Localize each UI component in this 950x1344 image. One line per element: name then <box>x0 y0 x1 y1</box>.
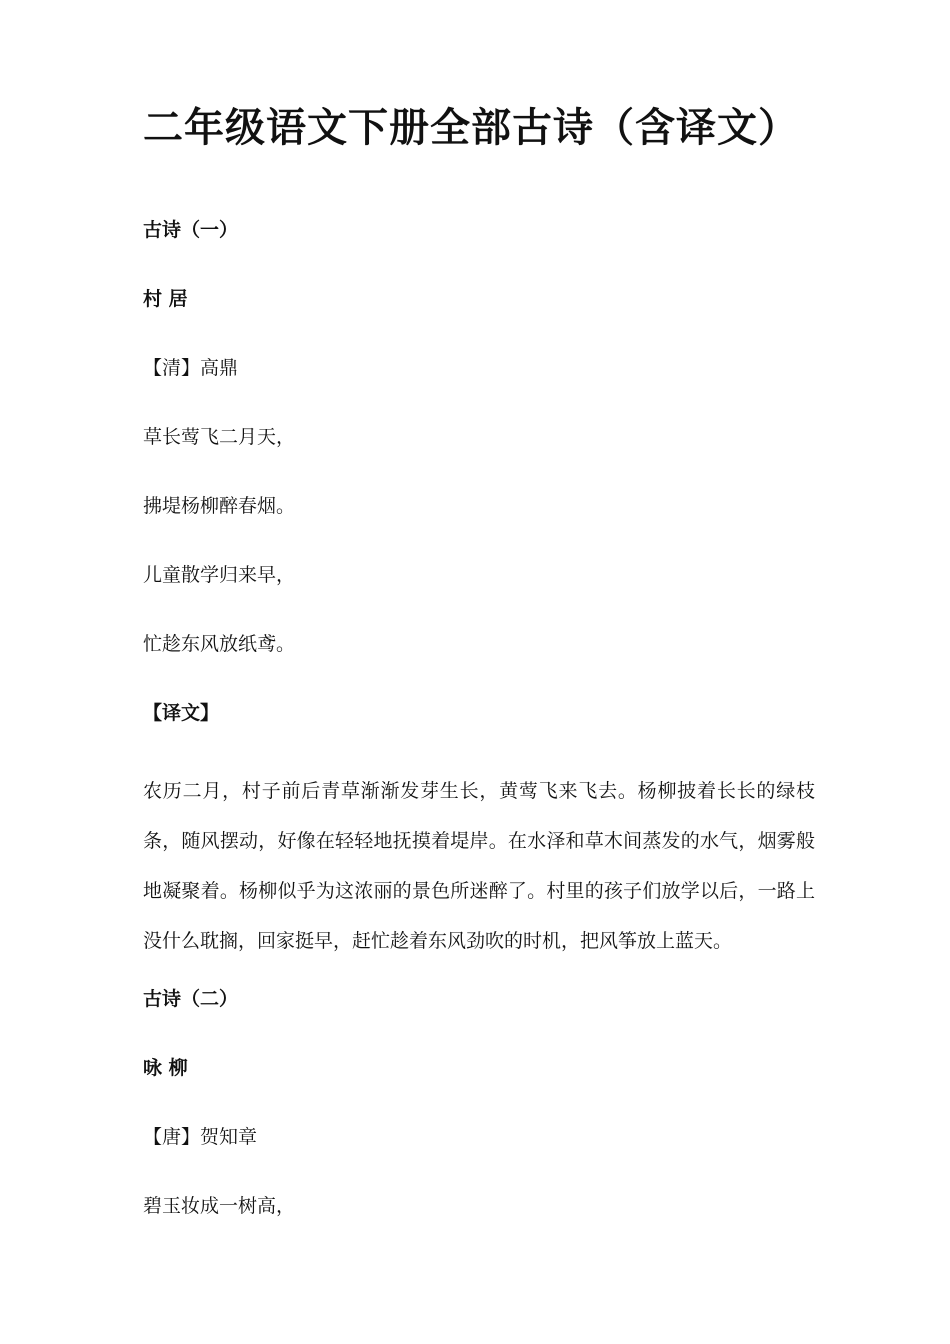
poem1-line-3: 儿童散学归来早， <box>143 564 296 586</box>
poem1-line-2: 拂堤杨柳醉春烟。 <box>143 495 296 517</box>
poem2-section-heading: 古诗（二） <box>143 988 239 1010</box>
document-title: 二年级语文下册全部古诗（含译文） <box>143 105 799 151</box>
poem2-title: 咏 柳 <box>143 1057 188 1079</box>
poem1-translation-text: 农历二月，村子前后青草渐渐发芽生长，黄莺飞来飞去。杨柳披着长长的绿枝条，随风摆动，好像在轻轻地抚摸着堤岸。在水泽和草木间蒸发的水气，烟雾般地凝聚着。杨柳似乎为这浓丽的景色所迷醉了。村里的孩子们放学以后，一路上没什么耽搁，回家挺早，赶忙趁着东风劲吹的时机，把风筝放上蓝天。 <box>143 780 815 952</box>
poem2-line-1: 碧玉妆成一树高， <box>143 1195 296 1217</box>
poem1-line-4: 忙趁东风放纸鸢。 <box>143 633 296 655</box>
poem1-title: 村 居 <box>143 288 188 310</box>
poem1-section-heading: 古诗（一） <box>143 219 239 241</box>
poem1-author: 【清】高鼎 <box>143 357 239 379</box>
poem2-author: 【唐】贺知章 <box>143 1126 258 1148</box>
poem1-line-1: 草长莺飞二月天， <box>143 426 296 448</box>
poem1-translation-heading: 【译文】 <box>143 702 220 724</box>
